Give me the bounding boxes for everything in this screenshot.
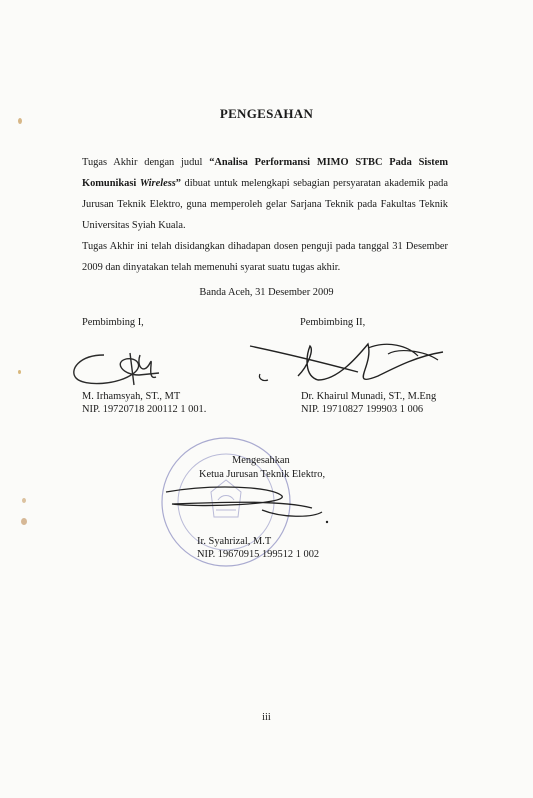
paragraph-intro: Tugas Akhir dengan judul [82,157,210,168]
approver-signature [162,478,342,528]
supervisor2-name: Dr. Khairul Munadi, ST., M.Eng [301,391,437,402]
approval-paragraph [82,152,448,236]
scan-mark [18,118,22,124]
approver-name: Ir. Syahrizal, M.T [197,536,272,547]
supervisor1-label: Pembimbing I, [82,317,144,328]
thesis-title: “Analisa Performansi MIMO STBC Pada Sistem Komunikasi Wireless” [82,157,448,189]
approver-nip: NIP. 19670915 199512 1 002 [197,549,320,560]
scan-mark [22,498,26,503]
scan-mark [18,370,21,374]
supervisor2-label: Pembimbing II, [300,317,366,328]
supervisor2-nip: NIP. 19710827 199903 1 006 [301,404,424,415]
approver-role: Ketua Jurusan Teknik Elektro, [199,469,326,480]
supervisor1-name: M. Irhamsyah, ST., MT [82,391,181,402]
supervisor2-signature [248,336,448,396]
place-date: Banda Aceh, 31 Desember 2009 [199,287,334,298]
scan-mark [21,518,27,525]
page-number: iii [262,712,271,723]
approval-label: Mengesahkan [232,455,290,466]
page-title: PENGESAHAN [219,106,314,121]
defense-paragraph: Tugas Akhir ini telah disidangkan dihadapan dosen penguji pada tanggal 31 Desember 2009 dan dinyatakan telah memenuhi syarat suatu tugas akhir. [82,241,448,273]
paragraph-rest: dibuat untuk melengkapi sebagian persyaratan akademik pada Jurusan Teknik Elektro, guna memperoleh gelar Sarjana Teknik pada Fakultas Teknik Universitas Syiah Kuala. [82,178,448,231]
supervisor1-nip: NIP. 19720718 200112 1 001. [82,404,207,415]
supervisor1-signature [64,345,174,395]
